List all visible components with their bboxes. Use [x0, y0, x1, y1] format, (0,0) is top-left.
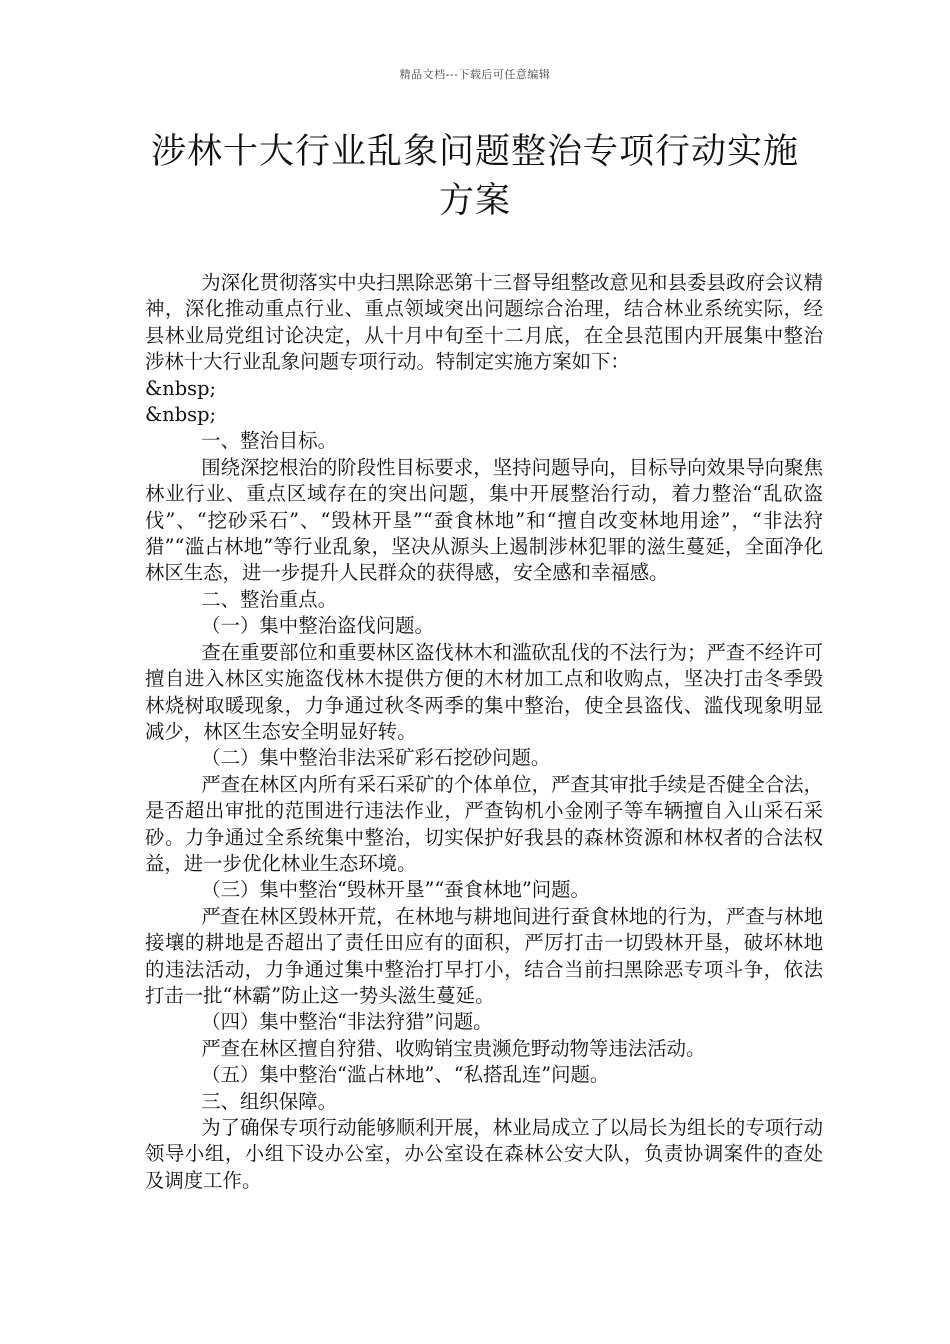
subsection-heading-2: （二）集中整治非法采矿彩石挖砂问题。 — [201, 746, 551, 770]
section-paragraph: 严查在林区毁林开荒，在林地与耕地间进行蚕食林地的行为，严查与林地接壤的耕地是否超出了责任田应有的面积，严厉打击一切毁林开垦，破坏林地的违法活动，力争通过集中整治打早打小，结合当前扫黑除恶专项斗争，依法打击一批“林霸”防止这一势头滋生蔓延。 — [145, 904, 823, 1007]
subsection-heading-5: （五）集中整治“滥占林地”、“私搭乱连”问题。 — [201, 1063, 610, 1087]
subsection-heading-4: （四）集中整治“非法狩猎”问题。 — [201, 1010, 493, 1034]
section-heading-1: 一、整治目标。 — [201, 429, 337, 453]
section-heading-3: 三、组织保障。 — [201, 1089, 337, 1113]
nbsp-line: &nbsp; — [145, 376, 217, 400]
section-heading-2: 二、整治重点。 — [201, 587, 337, 611]
subsection-heading-1: （一）集中整治盗伐问题。 — [201, 614, 434, 638]
document-body — [145, 270, 823, 1194]
nbsp-line: &nbsp; — [145, 403, 217, 427]
section-paragraph: 严查在林区内所有采石采矿的个体单位，严查其审批手续是否健全合法，是否超出审批的范围进行违法作业，严查钩机小金刚子等车辆擅自入山采石采砂。力争通过全系统集中整治，切实保护好我县的森林资源和林权者的合法权益，进一步优化林业生态环境。 — [145, 772, 823, 875]
section-paragraph: 严查在林区擅自狩猎、收购销宝贵濒危野动物等违法活动。 — [201, 1036, 706, 1060]
document-title: 涉林十大行业乱象问题整治专项行动实施方案 — [150, 132, 799, 221]
header-note: 精品文档---下载后可任意编辑 — [399, 68, 551, 81]
intro-paragraph: 为深化贯彻落实中央扫黑除恶第十三督导组整改意见和县委县政府会议精神，深化推动重点行业、重点领域突出问题综合治理，结合林业系统实际，经县林业局党组讨论决定，从十月中旬至十二月底，在全县范围内开展集中整治涉林十大行业乱象问题专项行动。特制定实施方案如下： — [145, 271, 823, 374]
section-paragraph: 为了确保专项行动能够顺利开展，林业局成立了以局长为组长的专项行动领导小组，小组下设办公室，办公室设在森林公安大队，负责协调案件的查处及调度工作。 — [145, 1116, 823, 1192]
section-paragraph: 查在重要部位和重要林区盗伐林木和滥砍乱伐的不法行为；严查不经许可擅自进入林区实施盗伐林木提供方便的木材加工点和收购点，坚决打击冬季毁林烧树取暖现象，力争通过秋冬两季的集中整治，使全县盗伐、滥伐现象明显减少，林区生态安全明显好转。 — [145, 640, 823, 743]
subsection-heading-3: （三）集中整治“毁林开垦”“蚕食林地”问题。 — [201, 878, 590, 902]
section-paragraph: 围绕深挖根治的阶段性目标要求，坚持问题导向，目标导向效果导向聚焦林业行业、重点区域存在的突出问题，集中开展整治行动，着力整治“乱砍盗伐”、“挖砂采石”、“毁林开垦”“蚕食林地”和“擅自改变林地用途”，“非法狩猎”“滥占林地”等行业乱象，坚决从源头上遏制涉林犯罪的滋生蔓延，全面净化林区生态，进一步提升人民群众的获得感，安全感和幸福感。 — [145, 455, 823, 585]
